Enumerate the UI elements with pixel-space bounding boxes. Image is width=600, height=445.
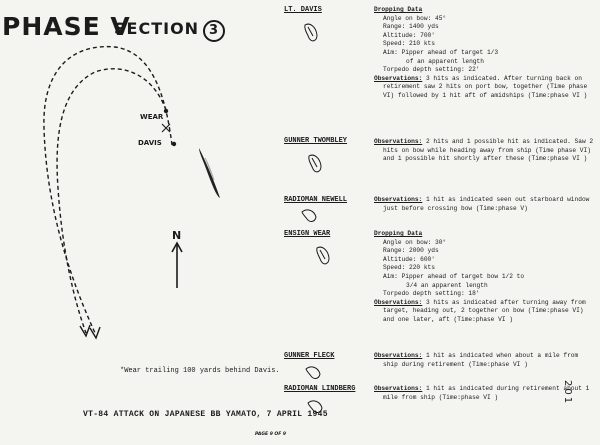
flight-path-map [0, 0, 285, 405]
section-number-circle: 3 [203, 20, 225, 42]
pilot-name-lindberg: RADIOMAN LINDBERG [284, 385, 356, 393]
range: Range: 2000 yds [383, 247, 439, 255]
speed: Speed: 220 kts [383, 264, 435, 272]
aim: Aim: Pipper ahead of target bow 1/2 to [383, 272, 525, 280]
wear-details [374, 230, 594, 325]
aim-continued: of an apparent length [406, 57, 484, 65]
twombley-details [374, 138, 594, 164]
observations: Observations: 3 hits as indicated after turning away from target, heading out, 2 together on bow (Time:phase VI) and one later, aft (Time:phase VI ) [374, 298, 586, 323]
observations: Observations: 1 hit as indicated when about a mile from ship during retirement (Time:phase VI ) [374, 352, 579, 368]
hit-diagram-icon [313, 244, 335, 268]
speed: Speed: 210 kts [383, 40, 435, 48]
dropping-data-heading: Dropping Data [374, 230, 423, 237]
torpedo-depth: Torpedo depth setting: 18' [383, 290, 480, 298]
aim: Aim: Pipper ahead of target 1/3 [383, 48, 499, 56]
page-number: PAGE 9 OF 9 [255, 432, 286, 437]
fleck-details [374, 352, 594, 369]
hit-diagram-icon [301, 21, 323, 45]
section-label: SECTION [114, 19, 200, 38]
angle-on-bow: Angle on bow: 30° [383, 238, 447, 246]
figure-caption: VT-84 ATTACK ON JAPANESE BB YAMATO, 7 APRIL 1945 [83, 410, 328, 419]
pilot-name-twombley: GUNNER TWOMBLEY [284, 137, 348, 145]
davis-map-label: DAVIS [138, 139, 162, 147]
ship-icon [199, 148, 220, 198]
observations: Observations: 2 hits and 1 possible hit as indicated. Saw 2 hits on bow while heading away from ship (Time phase VI) and 1 possible hit shortly after these (Time:phase VI ) [374, 138, 594, 163]
range: Range: 1400 yds [383, 23, 439, 31]
observations: Observations: 1 hit as indicated during retirement about 1 mile from ship (Time:phase VI ) [374, 385, 590, 401]
wear-flight-path [57, 69, 166, 333]
observations: Observations: 1 hit as indicated seen out starboard window just before crossing bow (Time:phase V) [374, 196, 590, 212]
wear-map-label: WEAR [140, 113, 164, 121]
pilot-name-davis: LT. DAVIS [284, 6, 322, 14]
hit-diagram-icon [299, 206, 321, 226]
pilot-name-fleck: GUNNER FLECK [284, 352, 335, 360]
altitude: Altitude: 600' [383, 255, 435, 263]
observations: Observations: 3 hits as indicated. After turning back on retirement saw 2 hits on port bow, together (Time phase VI) followed by 1 hit aft of amidships (Time:phase VI ) [374, 74, 588, 99]
hit-diagram-icon [305, 152, 327, 176]
altitude: Altitude: 700' [383, 31, 435, 39]
hit-diagram-icon [303, 363, 325, 383]
lindberg-details [374, 385, 594, 402]
pilot-name-newell: RADIOMAN NEWELL [284, 196, 348, 204]
side-number: 201 [562, 380, 573, 406]
newell-details [374, 196, 594, 213]
phase-title: PHASE V [2, 12, 131, 41]
davis-flight-path [44, 47, 172, 335]
pilot-name-wear: ENSIGN WEAR [284, 230, 331, 238]
north-arrow-icon [172, 243, 182, 288]
davis-path-arrow [90, 327, 100, 338]
dropping-data-heading: Dropping Data [374, 6, 423, 13]
hit-diagram-icon [305, 397, 327, 417]
torpedo-depth: Torpedo depth setting: 22' [383, 66, 480, 74]
angle-on-bow: Angle on bow: 45° [383, 14, 447, 22]
trail-note: *Wear trailing 100 yards behind Davis. [120, 367, 280, 375]
aim-continued: 3/4 an apparent length [406, 281, 488, 289]
davis-details [374, 6, 594, 101]
north-label: N [172, 229, 182, 242]
